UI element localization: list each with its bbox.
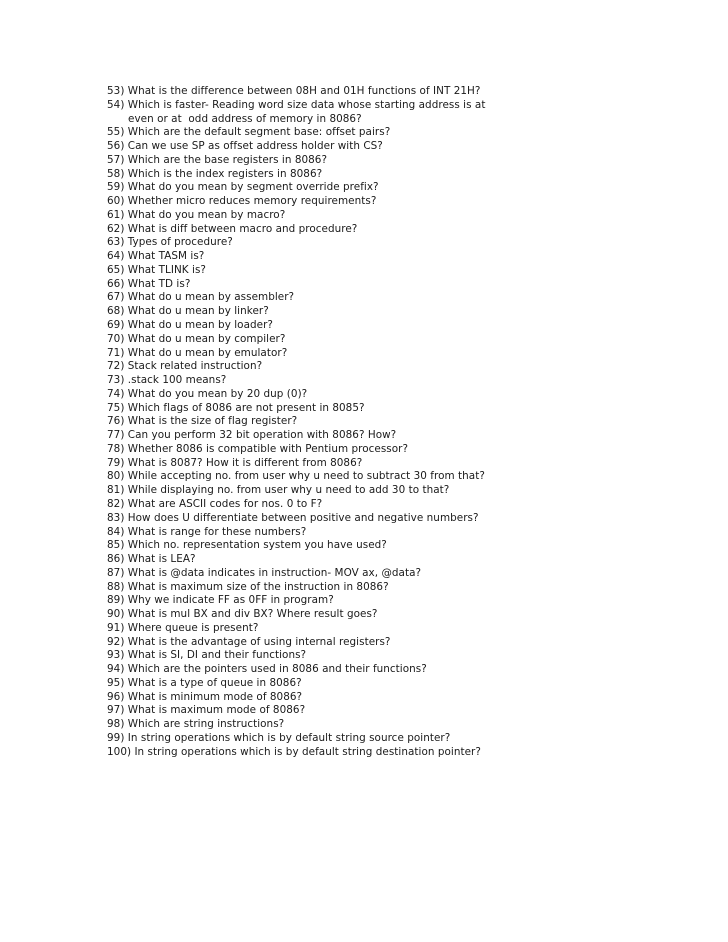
question-line: 90) What is mul BX and div BX? Where result goes? [107,608,378,621]
question-line: 60) Whether micro reduces memory requirements? [107,195,377,208]
question-line: 83) How does U differentiate between positive and negative numbers? [107,511,479,524]
question-line: 87) What is @data indicates in instruction- MOV ax, @data? [107,566,422,579]
question-line: 81) While displaying no. from user why u need to add 30 to that? [107,484,450,497]
question-line: 82) What are ASCII codes for nos. 0 to F? [107,497,323,510]
question-line: 100) In string operations which is by default string destination pointer? [107,745,481,758]
question-line: 54) Which is faster- Reading word size data whose starting address is at [107,98,486,111]
question-line: 93) What is SI, DI and their functions? [107,649,307,662]
question-list [107,85,707,760]
question-line: 59) What do you mean by segment override prefix? [107,181,379,194]
question-line: 55) Which are the default segment base: offset pairs? [107,126,391,139]
question-line: 85) Which no. representation system you have used? [107,539,387,552]
question-line: 75) Which flags of 8086 are not present in 8085? [107,401,365,414]
question-line: 77) Can you perform 32 bit operation with 8086? How? [107,429,397,442]
question-line: 58) Which is the index registers in 8086? [107,167,323,180]
question-line: 53) What is the difference between 08H and 01H functions of INT 21H? [107,85,481,97]
question-line: 67) What do u mean by assembler? [107,291,295,304]
question-line: 69) What do u mean by loader? [107,319,273,332]
question-line-continuation: even or at odd address of memory in 8086? [128,112,362,125]
question-line: 92) What is the advantage of using internal registers? [107,635,391,648]
question-line: 99) In string operations which is by default string source pointer? [107,731,451,744]
question-line: 89) Why we indicate FF as 0FF in program? [107,594,334,607]
question-line: 62) What is diff between macro and procedure? [107,222,358,235]
question-line: 68) What do u mean by linker? [107,305,269,318]
question-line: 94) Which are the pointers used in 8086 and their functions? [107,663,427,676]
question-line: 56) Can we use SP as offset address holder with CS? [107,140,383,153]
question-line: 84) What is range for these numbers? [107,525,307,538]
question-line: 95) What is a type of queue in 8086? [107,676,302,689]
question-line: 57) Which are the base registers in 8086? [107,153,328,166]
question-line: 91) Where queue is present? [107,621,259,634]
question-line: 76) What is the size of flag register? [107,415,298,428]
question-line: 80) While accepting no. from user why u need to subtract 30 from that? [107,470,485,483]
question-line: 97) What is maximum mode of 8086? [107,704,306,717]
question-line: 74) What do you mean by 20 dup (0)? [107,387,308,400]
question-line: 86) What is LEA? [107,553,196,566]
question-line: 98) Which are string instructions? [107,718,285,731]
question-line: 63) Types of procedure? [107,236,233,249]
question-line: 72) Stack related instruction? [107,360,263,373]
question-line: 66) What TD is? [107,277,191,290]
question-line: 78) Whether 8086 is compatible with Pentium processor? [107,442,409,455]
question-line: 70) What do u mean by compiler? [107,332,286,345]
question-line: 71) What do u mean by emulator? [107,346,288,359]
question-line: 65) What TLINK is? [107,263,206,276]
question-line: 64) What TASM is? [107,250,205,263]
question-line: 61) What do you mean by macro? [107,208,286,221]
question-line: 96) What is minimum mode of 8086? [107,690,303,703]
question-line: 73) .stack 100 means? [107,374,227,387]
question-line: 88) What is maximum size of the instruction in 8086? [107,580,389,593]
question-line: 79) What is 8087? How it is different from 8086? [107,456,363,469]
